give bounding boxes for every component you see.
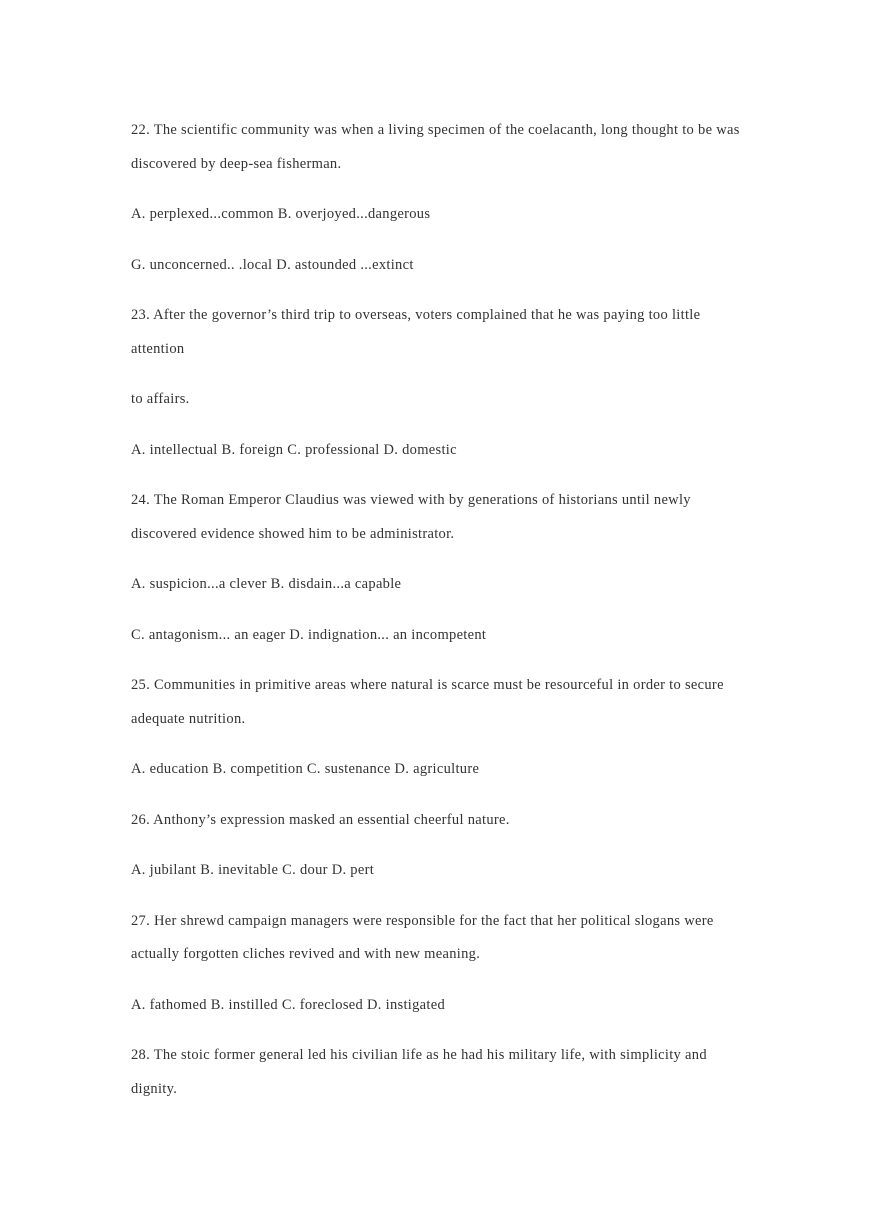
question-25-text: 25. Communities in primitive areas where natural is scarce must be resourceful in order to secure adequate nutrition. xyxy=(131,677,724,727)
question-27-options: A. fathomed B. instilled C. foreclosed D. instigated xyxy=(131,996,446,1013)
question-24-options-cd: C. antagonism... an eager D. indignation... an incompetent xyxy=(131,626,487,643)
question-24-text: 24. The Roman Emperor Claudius was viewed with by generations of historians until newly discovered evidence showed him to be administrator. xyxy=(131,492,691,542)
question-24-options-ab: A. suspicion...a clever B. disdain...a capable xyxy=(131,576,402,592)
question-23-options: A. intellectual B. foreign C. professional D. domestic xyxy=(131,441,457,458)
question-28-text: 28. The stoic former general led his civilian life as he had his military life, with simplicity and dignity. xyxy=(131,1047,707,1097)
question-27-text: 27. Her shrewd campaign managers were responsible for the fact that her political slogans were actually forgotten cliches revived and with new meaning. xyxy=(131,912,714,962)
question-23-text-cont: to affairs. xyxy=(131,391,190,407)
question-26-text: 26. Anthony’s expression masked an essential cheerful nature. xyxy=(131,811,510,828)
question-23-text: 23. After the governor’s third trip to overseas, voters complained that he was paying too little attention xyxy=(131,307,701,357)
question-22-text: 22. The scientific community was when a living specimen of the coelacanth, long thought to be was discovered by deep-sea fisherman. xyxy=(131,122,740,172)
document-page xyxy=(131,114,741,1123)
question-26-options: A. jubilant B. inevitable C. dour D. pert xyxy=(131,862,375,878)
question-25-options: A. education B. competition C. sustenance D. agriculture xyxy=(131,761,480,777)
question-22-options-cd: G. unconcerned.. .local D. astounded ...extinct xyxy=(131,256,414,273)
question-22-options-ab: A. perplexed...common B. overjoyed...dangerous xyxy=(131,206,431,222)
